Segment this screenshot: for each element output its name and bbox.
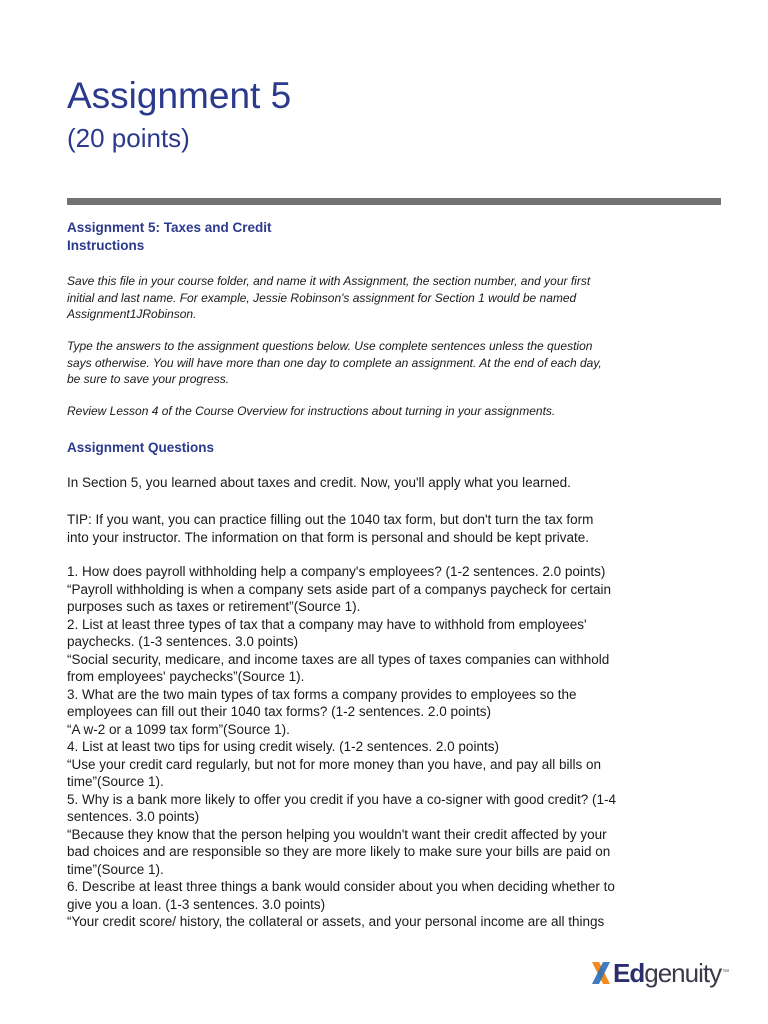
page-subtitle: (20 points)	[67, 123, 190, 153]
logo-wordmark	[613, 956, 721, 990]
questions-heading: Assignment Questions	[67, 440, 215, 455]
answer-line: “A w-2 or a 1099 tax form”(Source 1).	[67, 721, 290, 737]
instructions-heading	[67, 219, 272, 255]
answer-line: “Because they know that the person helping you wouldn't want their credit affected by your	[67, 826, 607, 842]
text-line: says otherwise. You will have more than one day to complete an assignment. At the end of each day,	[67, 355, 602, 370]
question-line: 5. Why is a bank more likely to offer you credit if you have a co-signer with good credit? (1-4	[67, 791, 617, 807]
text-line: initial and last name. For example, Jessie Robinson's assignment for Section 1 would be named	[67, 290, 577, 305]
answer-line: bad choices and are responsible so they are more likely to make sure your bills are paid on	[67, 844, 611, 859]
edgenuity-logo	[590, 956, 729, 990]
text-line: be sure to save your progress.	[67, 372, 230, 386]
answer-line: purposes such as taxes or retirement”(Source 1).	[67, 599, 361, 614]
text-line: Assignment1JRobinson.	[67, 307, 197, 321]
text-line: In Section 5, you learned about taxes and credit. Now, you'll apply what you learned.	[67, 475, 571, 490]
text-line: into your instructor. The information on that form is personal and should be kept private.	[67, 529, 590, 545]
instructions-paragraph-1	[67, 273, 590, 323]
heading-line: Assignment 5: Taxes and Credit	[67, 220, 272, 235]
question-line: employees can fill out their 1040 tax forms? (1-2 sentences. 2.0 points)	[67, 704, 491, 719]
logo-text-bold: Ed	[613, 958, 645, 988]
answer-line: “Social security, medicare, and income taxes are all types of taxes companies can withhold	[67, 651, 610, 667]
answer-line: time”(Source 1).	[67, 774, 164, 789]
questions-intro	[67, 474, 571, 492]
answer-line: “Use your credit card regularly, but not for more money than you have, and pay all bills on	[67, 756, 602, 772]
questions-list	[67, 563, 616, 931]
answer-line: time”(Source 1).	[67, 861, 164, 877]
text-line: Type the answers to the assignment questions below. Use complete sentences unless the question	[67, 339, 593, 353]
heading-line: Instructions	[67, 238, 145, 253]
logo-trademark: ™	[722, 969, 730, 976]
edgenuity-x-icon	[590, 960, 612, 986]
text-line: Save this file in your course folder, and name it with Assignment, the section number, and your first	[67, 274, 591, 288]
answer-line: “Payroll withholding is when a company sets aside part of a companys paycheck for certain	[67, 581, 612, 597]
question-line: paychecks. (1-3 sentences. 3.0 points)	[67, 634, 299, 649]
text-line: Review Lesson 4 of the Course Overview for instructions about turning in your assignments.	[67, 404, 556, 418]
question-line: sentences. 3.0 points)	[67, 809, 200, 824]
answer-line: from employees' paychecks”(Source 1).	[67, 669, 305, 684]
page-title: Assignment 5	[67, 75, 292, 116]
question-line: 2. List at least three types of tax that a company may have to withhold from employees'	[67, 616, 587, 632]
header-rule	[67, 198, 721, 205]
instructions-paragraph-2	[67, 338, 602, 388]
logo-text-rest: genuity	[644, 958, 722, 988]
text-line: TIP: If you want, you can practice filling out the 1040 tax form, but don't turn the tax form	[67, 512, 594, 527]
question-line: 4. List at least two tips for using credit wisely. (1-2 sentences. 2.0 points)	[67, 739, 499, 754]
question-line: 3. What are the two main types of tax forms a company provides to employees so the	[67, 686, 577, 702]
tip-paragraph	[67, 511, 593, 546]
answer-line: “Your credit score/ history, the collateral or assets, and your personal income are all things	[67, 914, 605, 929]
question-line: 1. How does payroll withholding help a company's employees? (1-2 sentences. 2.0 points)	[67, 564, 606, 579]
question-line: 6. Describe at least three things a bank would consider about you when deciding whether to	[67, 879, 615, 894]
question-line: give you a loan. (1-3 sentences. 3.0 points)	[67, 896, 326, 912]
instructions-paragraph-3	[67, 403, 555, 420]
